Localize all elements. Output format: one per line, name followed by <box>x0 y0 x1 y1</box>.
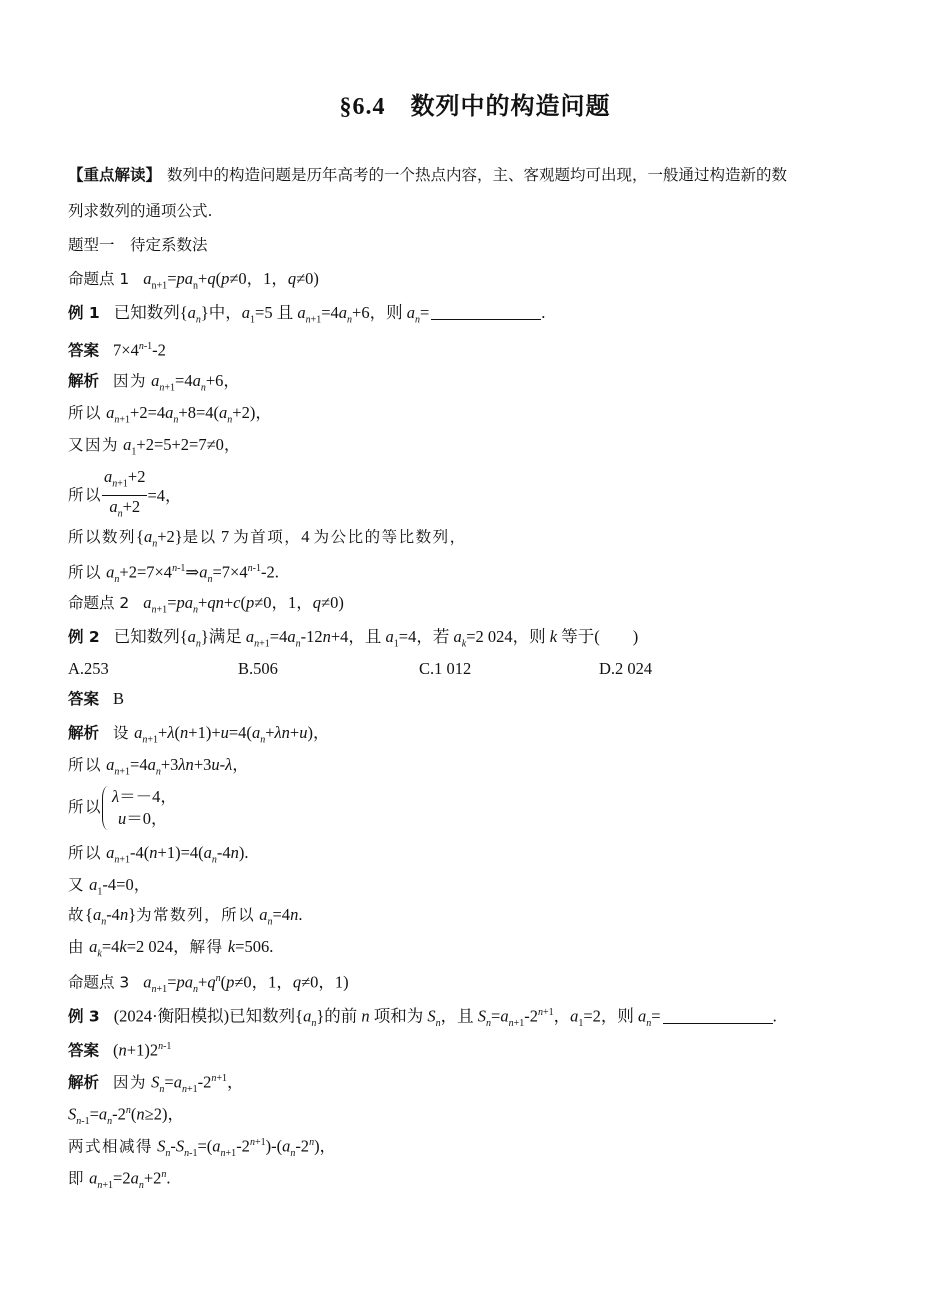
example-2-step-5: 又 $a_1-4=0$， <box>68 875 151 898</box>
section-heading: 题型一 待定系数法 <box>68 236 208 254</box>
example-2-label: 例 2 <box>68 628 100 646</box>
example-3-label: 例 3 <box>68 1007 100 1026</box>
example-2-answer: 答案 B <box>68 689 125 708</box>
answer-value: B <box>113 689 125 708</box>
option-b[interactable]: B.506 <box>238 659 278 678</box>
proposition-2-label: 命题点 2 <box>68 594 130 612</box>
example-1-step-5: 所以数列$\{a_n+2\}$是以 7 为首项，4 为公比的等比数列， <box>68 527 467 550</box>
example-2-step-2: 所以 $a_{n+1}=4a_n+3\lambda n+3u-\lambda$， <box>68 755 249 778</box>
example-3-step-1: 解析 因为 $S_n=a_{n+1}-2^{n+1}$， <box>68 1072 244 1095</box>
intro-text-1: 数列中的构造问题是历年高考的一个热点内容，主、客观题均可出现，一般通过构造新的数 <box>167 166 788 184</box>
fraction: $\frac{a_{n+1}+2}{a_n+2}$ <box>104 467 146 520</box>
proposition-3: 命题点 3 $a_{n+1}=pa_n+q^n(p\ne 0$，1，q≠0，1) <box>68 972 349 995</box>
proposition-2: 命题点 2 $a_{n+1}=pa_n+qn+c(p\ne 0$，1，q≠0) <box>68 593 344 616</box>
example-1-step-3: 又因为 $a_1+2=5+2=7\ne 0$， <box>68 435 241 458</box>
example-3-answer: 答案 $(n+1)2^{n-1}$ <box>68 1040 172 1060</box>
example-1-step-2: 所以 $a_{n+1}+2=4a_n+8=4(a_n+2)$， <box>68 403 272 426</box>
example-1-step-6: 所以 $a_n+2=7\times 4^{n-1}\Rightarrow a_n=7\times 4^{n-1}-2$. <box>68 562 279 585</box>
proposition-1: 命题点 1 $a_{n+1}=pa_n+q(p\ne 0$，1，q≠0) <box>68 269 319 292</box>
example-3-step-2: $S_{n-1}=a_n-2^n(n\ge 2)$， <box>68 1104 184 1127</box>
example-2-step-4: 所以 $a_{n+1}-4(n+1)=4(a_n-4n)$. <box>68 843 249 866</box>
intro-line-2 <box>68 200 212 222</box>
example-3-question: 例 3 (2024·衡阳模拟)已知数列$\{a_n\}$的前 n 项和为 $S_n$，且 $S_n=a_{n+1}-2^{n+1}$，$a_1=2$，则 $a_n=$ . <box>68 1006 777 1029</box>
document-page: §6.4 数列中的构造问题 【重点解读】 数列中的构造问题是历年高考的一个热点内容，主、客观题均可出现，一般通过构造新的数 列求数列的通项公式. 题型一 待定系数法 命题点 1 $a_{n+1}=pa_n+q(p\ne 0$，1，q≠0) 例 1 已知数列$\{a_n\}$中，$a_1=5$ 且 $a_{n+1}=4a_n+6$，则 $a_n=$ . 答案 $7\times 4^{n-1}-2$ 解析 因为 $a_{n+1}=4a_n+6$， 所以 $a_{n+1}+2=4a_n+8=4(a_n+2)$， 又因为 $a_1+2=5+2=7\ne 0$， 所以 $\frac{a_{n+1}+2}{a_n+2}$ =4， 所以数列$\{a_n+2\}$是以 7 为首项，4 为公比的等比数列， 所以 $a_n+2=7\times 4^{n-1}\Rightarrow a_n=7\times 4^{n-1}-2$. 命题点 2 $a_{n+1}=pa_n+qn+c(p\ne 0$，1，q≠0) 例 2 已知数列$\{a_n\}$满足 $a_{n+1}=4a_n-12n+4$，且 $a_1=4$，若 $a_k=2$ 024，则 k 等于( ) A.253 B.506 C.1 012 D.2 024 答案 B 解析 设 $a_{n+1}+\lambda(n+1)+u=4(a_n+\lambda n+u)$， 所以 $a_{n+1}=4a_n+3\lambda n+3u-\lambda$， 所以 λ＝－4， u＝0， 所以 $a_{n+1}-4(n+1)=4(a_n-4n)$. 又 $a_1-4=0$， 故$\{a_n-4n\}$为常数列，所以 $a_n=4n$. 由 $a_k=4k=2$ 024，解得 k=506. 命题点 3 $a_{n+1}=pa_n+q^n(p\ne 0$，1，q≠0，1) 例 3 (2024·衡阳模拟)已知数列$\{a_n\}$的前 n 项和为 $S_n$，且 $S_n=a_{n+1}-2^{n+1}$，$a_1=2$，则 $a_n=$ . 答案 $(n+1)2^{n-1}$ 解析 因为 $S_n=a_{n+1}-2^{n+1}$， $S_{n-1}=a_n-2^n(n\ge 2)$， 两式相减得 $S_n-S_{n-1}=(a_{n+1}-2^{n+1})-(a_n-2^n)$， 即 $a_{n+1}=2a_n+2^n$. <box>0 0 950 1290</box>
example-2-question: 例 2 已知数列$\{a_n\}$满足 $a_{n+1}=4a_n-12n+4$，且 $a_1=4$，若 $a_k=2$ 024，则 k 等于( ) <box>68 627 639 650</box>
page-title: §6.4 数列中的构造问题 <box>339 94 611 120</box>
intro-label: 【重点解读】 <box>68 166 162 184</box>
example-2-step-1: 解析 设 $a_{n+1}+\lambda(n+1)+u=4(a_n+\lambda n+u)$， <box>68 723 330 746</box>
proposition-3-label: 命题点 3 <box>68 973 130 992</box>
example-1-answer: 答案 $7\times 4^{n-1}-2$ <box>68 340 166 360</box>
option-a[interactable]: A.253 <box>68 659 109 678</box>
example-2-step-6: 故$\{a_n-4n\}$为常数列，所以 $a_n=4n$. <box>68 905 303 928</box>
example-3-step-3: 两式相减得 $S_n-S_{n-1}=(a_{n+1}-2^{n+1})-(a_n-2^n)$， <box>68 1136 337 1159</box>
example-1-label: 例 1 <box>68 304 100 322</box>
analysis-label: 解析 <box>68 372 100 390</box>
proposition-1-label: 命题点 1 <box>68 270 130 288</box>
example-1-step-1: 解析 因为 $a_{n+1}=4a_n+6$， <box>68 371 240 394</box>
answer-label: 答案 <box>68 341 100 360</box>
brace <box>102 786 109 830</box>
example-2-step-7: 由 $a_k=4k=2$ 024，解得 k=506. <box>68 937 274 960</box>
answer-blank <box>431 303 541 320</box>
answer-blank <box>663 1007 773 1024</box>
example-1-question: 例 1 已知数列$\{a_n\}$中，$a_1=5$ 且 $a_{n+1}=4a_n+6$，则 $a_n=$ . <box>68 303 546 326</box>
intro-text-2: 列求数列的通项公式. <box>68 202 213 220</box>
option-c[interactable]: C.1 012 <box>419 659 472 678</box>
option-d[interactable]: D.2 024 <box>599 659 653 678</box>
example-3-step-4: 即 $a_{n+1}=2a_n+2^n$. <box>68 1168 171 1191</box>
example-2-options <box>68 658 888 680</box>
example-1-step-4: 所以 $\frac{a_{n+1}+2}{a_n+2}$ =4， <box>68 466 182 526</box>
intro-line-1 <box>68 164 787 186</box>
